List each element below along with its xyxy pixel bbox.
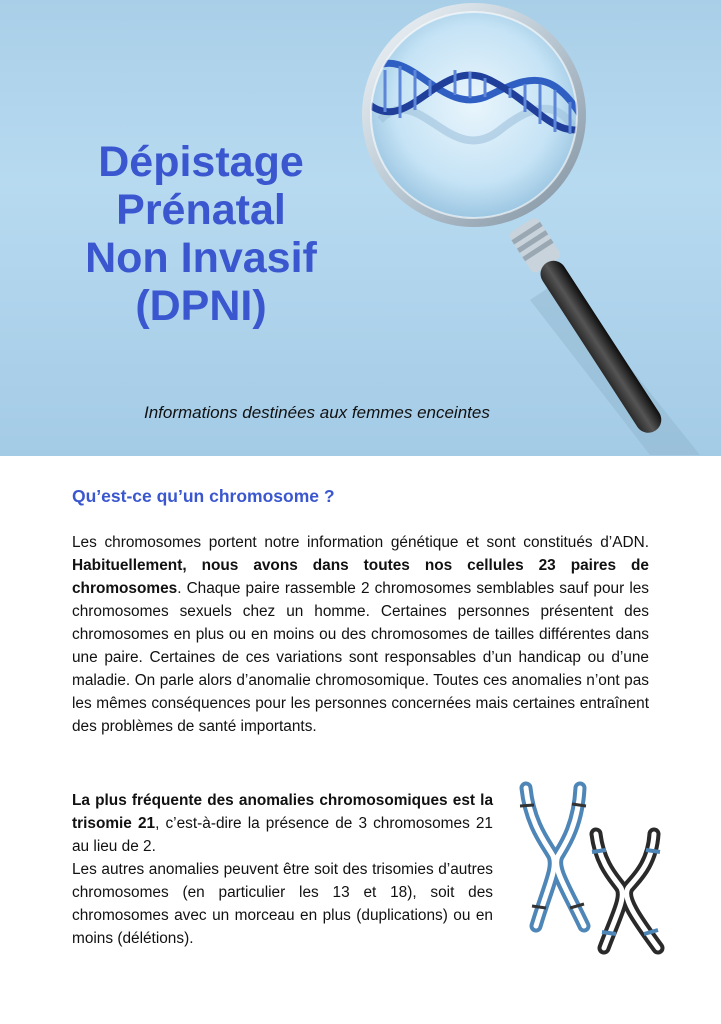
- title-line: Dépistage: [98, 138, 304, 186]
- title-line: Non Invasif: [85, 234, 317, 282]
- page-title: [46, 138, 356, 330]
- paragraph-anomalies: [72, 789, 493, 950]
- section-heading: Qu’est-ce qu’un chromosome ?: [72, 486, 335, 506]
- paragraph-text: , c’est-à-dire la présence de 3 chromosomes 21 au lieu de 2.: [72, 815, 493, 855]
- paragraph-chromosomes: [72, 531, 649, 738]
- subtitle: Informations destinées aux femmes enceintes: [144, 403, 490, 422]
- paragraph-bold-text: La plus fréquente des anomalies chromosomiques est la trisomie 21: [72, 792, 493, 832]
- title-line: (DPNI): [135, 282, 267, 330]
- hero-banner: [0, 0, 721, 456]
- paragraph-text: Les autres anomalies peuvent être soit des trisomies d’autres chromosomes (en particulier les 13 et 18), soit des chromosomes avec un morceau en plus (duplications) ou en moins (délétions).: [72, 861, 493, 947]
- paragraph-bold-text: Habituellement, nous avons dans toutes nos cellules 23 paires de chromosomes: [72, 557, 649, 597]
- paragraph-text: . Chaque paire rassemble 2 chromosomes semblables sauf pour les chromosomes sexuels chez un homme. Certaines personnes présentent des chromosomes en plus ou en moins ou des chromosomes de tailles différentes dans une paire. Certaines de ces variations sont responsables d’un handicap ou d’une maladie. On parle alors d’anomalie chromosomique. Toutes ces anomalies n’ont pas les mêmes conséquences pour les personnes concernées mais certaines entraînent des problèmes de santé importants.: [72, 580, 649, 735]
- paragraph-text: Les chromosomes portent notre information génétique et sont constitués d’ADN.: [72, 534, 649, 551]
- chromosome-pair-icon: [508, 776, 678, 956]
- title-line: Prénatal: [116, 186, 286, 234]
